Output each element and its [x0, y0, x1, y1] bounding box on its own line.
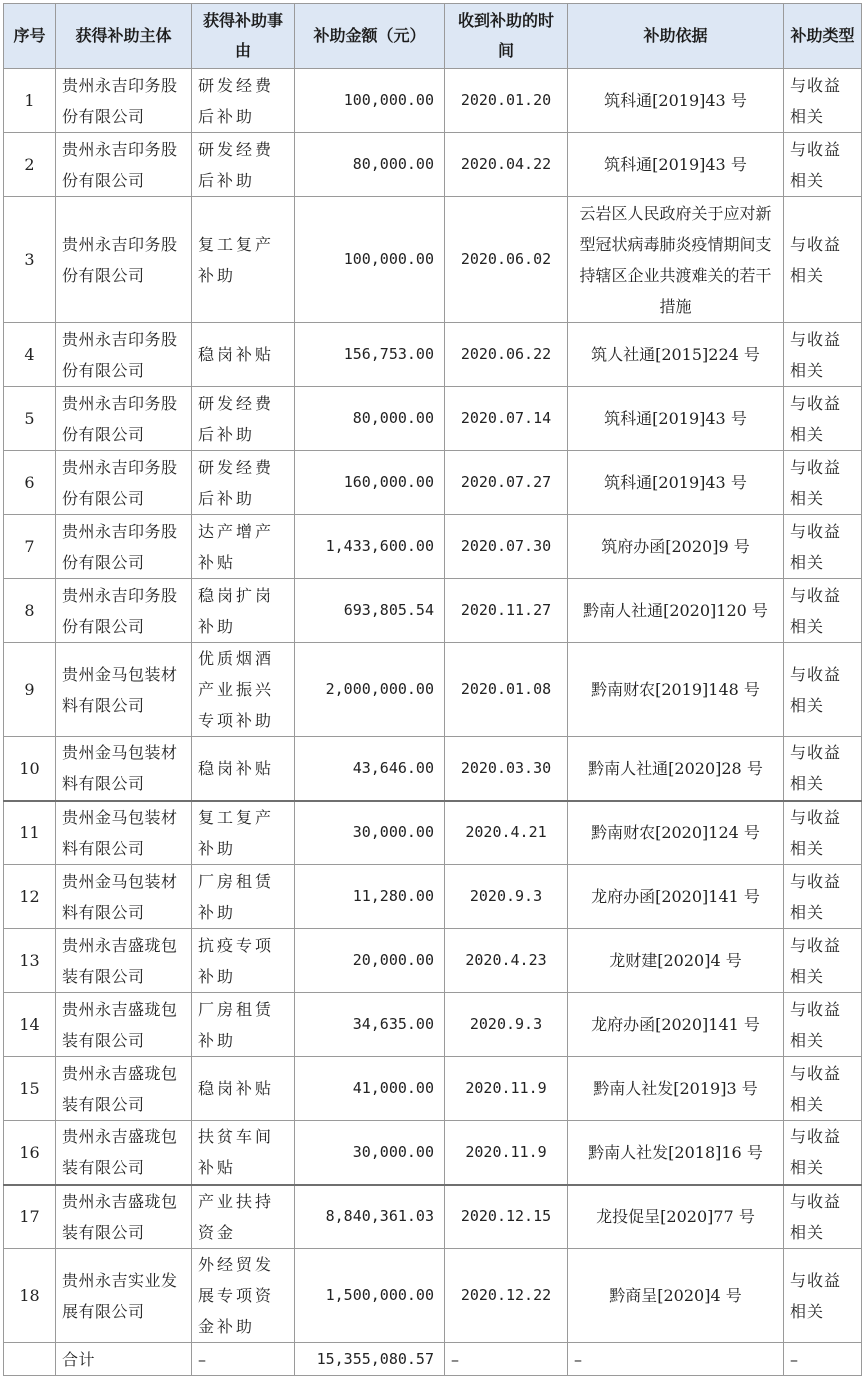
cell-basis: 黔商呈[2020]4 号	[568, 1249, 784, 1343]
cell-type: 与收益相关	[784, 737, 862, 801]
cell-type: 与收益相关	[784, 451, 862, 515]
cell-entity: 贵州永吉盛珑包装有限公司	[56, 1057, 192, 1121]
cell-no: 10	[4, 737, 56, 801]
table-row	[4, 1057, 862, 1121]
table-header	[4, 4, 862, 69]
cell-date: 2020.01.20	[445, 69, 568, 133]
cell-no: 6	[4, 451, 56, 515]
cell-date: 2020.11.9	[445, 1121, 568, 1185]
cell-date: 2020.06.22	[445, 323, 568, 387]
cell-reason: 稳岗补贴	[192, 323, 295, 387]
cell-reason: 稳岗补贴	[192, 737, 295, 801]
cell-date: 2020.4.23	[445, 929, 568, 993]
table-row	[4, 643, 862, 737]
cell-date: 2020.03.30	[445, 737, 568, 801]
total-basis: –	[568, 1343, 784, 1376]
cell-reason: 研发经费后补助	[192, 133, 295, 197]
cell-no: 4	[4, 323, 56, 387]
cell-type: 与收益相关	[784, 197, 862, 323]
cell-entity: 贵州永吉印务股份有限公司	[56, 451, 192, 515]
cell-amount: 43,646.00	[295, 737, 445, 801]
table-row	[4, 865, 862, 929]
cell-reason: 研发经费后补助	[192, 451, 295, 515]
cell-entity: 贵州永吉实业发展有限公司	[56, 1249, 192, 1343]
cell-type: 与收益相关	[784, 865, 862, 929]
cell-type: 与收益相关	[784, 323, 862, 387]
cell-entity: 贵州永吉盛珑包装有限公司	[56, 1185, 192, 1249]
cell-basis: 筑科通[2019]43 号	[568, 133, 784, 197]
table-row	[4, 993, 862, 1057]
cell-type: 与收益相关	[784, 1057, 862, 1121]
cell-basis: 黔南人社通[2020]120 号	[568, 579, 784, 643]
header-entity: 获得补助主体	[56, 4, 192, 69]
header-no: 序号	[4, 4, 56, 69]
cell-type: 与收益相关	[784, 643, 862, 737]
cell-basis: 黔南人社发[2018]16 号	[568, 1121, 784, 1185]
cell-no: 11	[4, 801, 56, 865]
cell-type: 与收益相关	[784, 387, 862, 451]
cell-basis: 黔南财农[2020]124 号	[568, 801, 784, 865]
cell-entity: 贵州金马包装材料有限公司	[56, 865, 192, 929]
cell-basis: 筑府办函[2020]9 号	[568, 515, 784, 579]
cell-basis: 筑科通[2019]43 号	[568, 451, 784, 515]
cell-basis: 筑人社通[2015]224 号	[568, 323, 784, 387]
cell-reason: 复工复产补助	[192, 197, 295, 323]
cell-no: 9	[4, 643, 56, 737]
total-row	[4, 1343, 862, 1376]
cell-entity: 贵州永吉印务股份有限公司	[56, 387, 192, 451]
table-row	[4, 1185, 862, 1249]
cell-amount: 1,433,600.00	[295, 515, 445, 579]
total-date: –	[445, 1343, 568, 1376]
table-row	[4, 737, 862, 801]
table-row	[4, 323, 862, 387]
cell-reason: 厂房租赁补助	[192, 865, 295, 929]
cell-reason: 外经贸发展专项资金补助	[192, 1249, 295, 1343]
cell-no: 2	[4, 133, 56, 197]
cell-entity: 贵州永吉盛珑包装有限公司	[56, 929, 192, 993]
cell-date: 2020.07.14	[445, 387, 568, 451]
total-amount: 15,355,080.57	[295, 1343, 445, 1376]
subsidy-table-container	[3, 3, 862, 1376]
cell-no: 7	[4, 515, 56, 579]
cell-no: 12	[4, 865, 56, 929]
cell-date: 2020.9.3	[445, 993, 568, 1057]
cell-date: 2020.12.22	[445, 1249, 568, 1343]
cell-basis: 筑科通[2019]43 号	[568, 387, 784, 451]
cell-basis: 龙府办函[2020]141 号	[568, 865, 784, 929]
cell-date: 2020.06.02	[445, 197, 568, 323]
cell-entity: 贵州永吉印务股份有限公司	[56, 69, 192, 133]
cell-entity: 贵州永吉印务股份有限公司	[56, 323, 192, 387]
cell-basis: 黔南人社发[2019]3 号	[568, 1057, 784, 1121]
table-row	[4, 1249, 862, 1343]
header-row	[4, 4, 862, 69]
cell-basis: 黔南人社通[2020]28 号	[568, 737, 784, 801]
cell-no: 1	[4, 69, 56, 133]
table-row	[4, 69, 862, 133]
table-row	[4, 387, 862, 451]
cell-type: 与收益相关	[784, 133, 862, 197]
cell-amount: 41,000.00	[295, 1057, 445, 1121]
cell-amount: 100,000.00	[295, 69, 445, 133]
cell-amount: 34,635.00	[295, 993, 445, 1057]
cell-amount: 2,000,000.00	[295, 643, 445, 737]
cell-reason: 稳岗扩岗补助	[192, 579, 295, 643]
cell-no: 8	[4, 579, 56, 643]
cell-type: 与收益相关	[784, 579, 862, 643]
cell-entity: 贵州永吉印务股份有限公司	[56, 515, 192, 579]
cell-no: 16	[4, 1121, 56, 1185]
cell-reason: 扶贫车间补贴	[192, 1121, 295, 1185]
total-type: –	[784, 1343, 862, 1376]
cell-reason: 稳岗补贴	[192, 1057, 295, 1121]
cell-reason: 研发经费后补助	[192, 69, 295, 133]
cell-date: 2020.11.27	[445, 579, 568, 643]
cell-reason: 优质烟酒产业振兴专项补助	[192, 643, 295, 737]
cell-entity: 贵州永吉印务股份有限公司	[56, 133, 192, 197]
cell-no: 15	[4, 1057, 56, 1121]
header-reason: 获得补助事由	[192, 4, 295, 69]
cell-no: 13	[4, 929, 56, 993]
cell-type: 与收益相关	[784, 801, 862, 865]
cell-type: 与收益相关	[784, 69, 862, 133]
cell-basis: 龙府办函[2020]141 号	[568, 993, 784, 1057]
table-row	[4, 929, 862, 993]
cell-amount: 20,000.00	[295, 929, 445, 993]
header-basis: 补助依据	[568, 4, 784, 69]
cell-amount: 693,805.54	[295, 579, 445, 643]
header-date: 收到补助的时间	[445, 4, 568, 69]
cell-type: 与收益相关	[784, 929, 862, 993]
table-row	[4, 1121, 862, 1185]
cell-date: 2020.9.3	[445, 865, 568, 929]
cell-basis: 龙投促呈[2020]77 号	[568, 1185, 784, 1249]
cell-no: 14	[4, 993, 56, 1057]
cell-amount: 11,280.00	[295, 865, 445, 929]
cell-type: 与收益相关	[784, 515, 862, 579]
cell-basis: 云岩区人民政府关于应对新型冠状病毒肺炎疫情期间支持辖区企业共渡难关的若干措施	[568, 197, 784, 323]
cell-no: 17	[4, 1185, 56, 1249]
table-row	[4, 451, 862, 515]
header-type: 补助类型	[784, 4, 862, 69]
table-row	[4, 801, 862, 865]
cell-date: 2020.11.9	[445, 1057, 568, 1121]
cell-amount: 8,840,361.03	[295, 1185, 445, 1249]
cell-amount: 30,000.00	[295, 801, 445, 865]
header-amount: 补助金额（元）	[295, 4, 445, 69]
cell-basis: 龙财建[2020]4 号	[568, 929, 784, 993]
cell-no: 5	[4, 387, 56, 451]
cell-reason: 达产增产补贴	[192, 515, 295, 579]
cell-type: 与收益相关	[784, 1185, 862, 1249]
total-no-cell	[4, 1343, 56, 1376]
cell-reason: 研发经费后补助	[192, 387, 295, 451]
cell-basis: 筑科通[2019]43 号	[568, 69, 784, 133]
cell-entity: 贵州永吉印务股份有限公司	[56, 579, 192, 643]
cell-entity: 贵州金马包装材料有限公司	[56, 737, 192, 801]
cell-amount: 156,753.00	[295, 323, 445, 387]
table-row	[4, 133, 862, 197]
total-label: 合计	[56, 1343, 192, 1376]
cell-amount: 160,000.00	[295, 451, 445, 515]
cell-entity: 贵州永吉盛珑包装有限公司	[56, 1121, 192, 1185]
table-row	[4, 579, 862, 643]
total-reason: –	[192, 1343, 295, 1376]
cell-date: 2020.04.22	[445, 133, 568, 197]
table-row	[4, 515, 862, 579]
cell-type: 与收益相关	[784, 993, 862, 1057]
cell-date: 2020.07.30	[445, 515, 568, 579]
cell-amount: 100,000.00	[295, 197, 445, 323]
cell-type: 与收益相关	[784, 1121, 862, 1185]
cell-amount: 80,000.00	[295, 387, 445, 451]
cell-entity: 贵州金马包装材料有限公司	[56, 643, 192, 737]
cell-amount: 80,000.00	[295, 133, 445, 197]
cell-reason: 产业扶持资金	[192, 1185, 295, 1249]
cell-reason: 厂房租赁补助	[192, 993, 295, 1057]
cell-reason: 抗疫专项补助	[192, 929, 295, 993]
cell-basis: 黔南财农[2019]148 号	[568, 643, 784, 737]
cell-entity: 贵州永吉印务股份有限公司	[56, 197, 192, 323]
cell-no: 3	[4, 197, 56, 323]
cell-date: 2020.4.21	[445, 801, 568, 865]
cell-date: 2020.12.15	[445, 1185, 568, 1249]
table-row	[4, 197, 862, 323]
cell-amount: 1,500,000.00	[295, 1249, 445, 1343]
cell-reason: 复工复产补助	[192, 801, 295, 865]
cell-amount: 30,000.00	[295, 1121, 445, 1185]
cell-no: 18	[4, 1249, 56, 1343]
subsidy-table	[3, 3, 862, 1376]
cell-entity: 贵州金马包装材料有限公司	[56, 801, 192, 865]
cell-type: 与收益相关	[784, 1249, 862, 1343]
cell-date: 2020.01.08	[445, 643, 568, 737]
cell-entity: 贵州永吉盛珑包装有限公司	[56, 993, 192, 1057]
table-body	[4, 69, 862, 1376]
cell-date: 2020.07.27	[445, 451, 568, 515]
